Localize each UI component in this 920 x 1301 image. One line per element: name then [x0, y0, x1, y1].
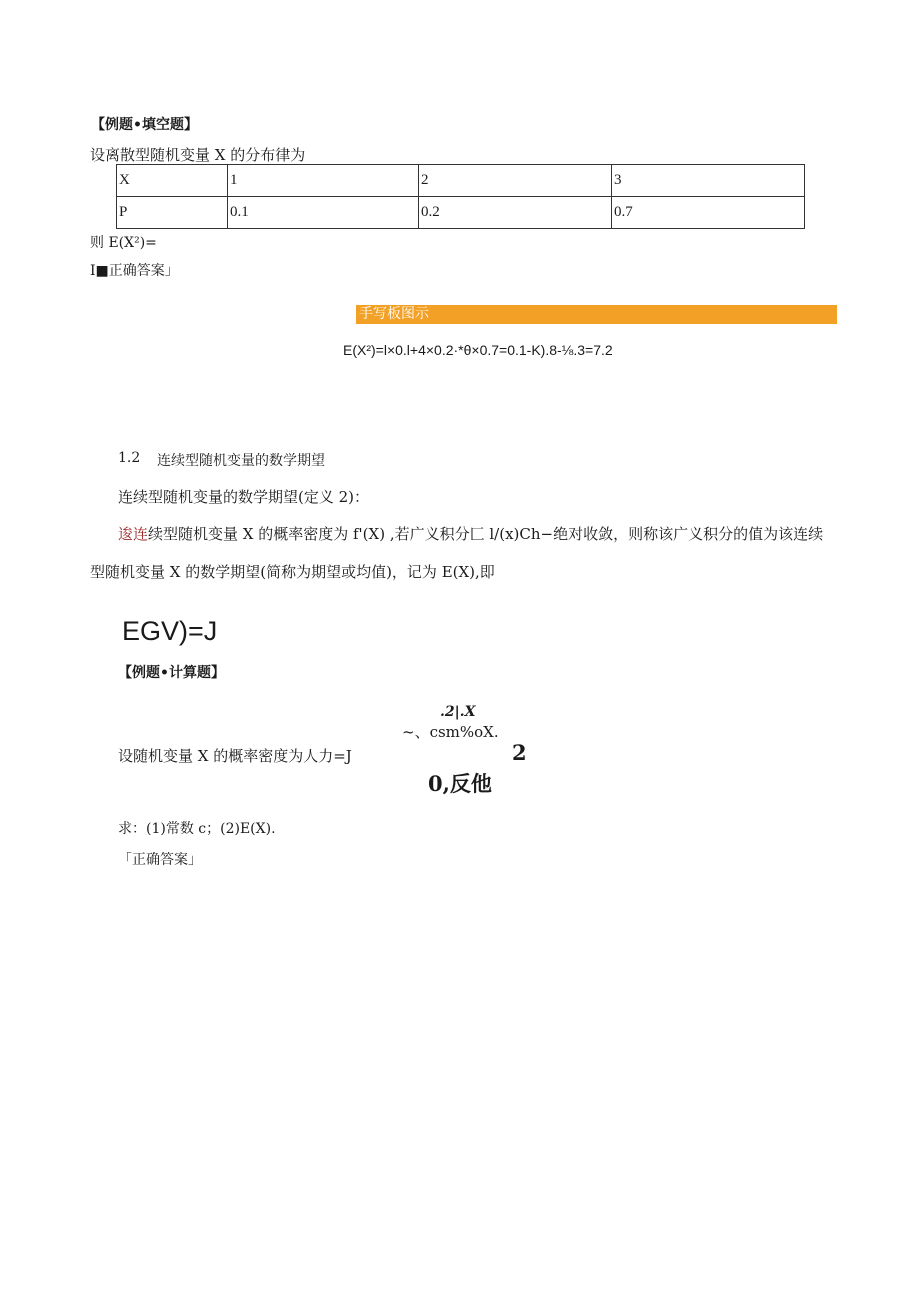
- definition-text-1: 续型随机变量 X 的概率密度为 f'(X) ,若广义积分匚 l/(x)Ch−绝对收敛，则称该广义积分的值为该连续: [148, 525, 824, 543]
- definition-highlight: 逡连: [118, 525, 149, 543]
- table-cell: P: [117, 197, 228, 229]
- piecewise-top-1: .2|.X: [440, 704, 476, 720]
- distribution-table: [116, 164, 805, 229]
- table-cell: 0.7: [612, 197, 805, 229]
- piecewise-bottom: 0,反他: [428, 771, 492, 796]
- example1-answer-label: I■正确答案」: [90, 263, 179, 279]
- piecewise-top-2: ~、csm%oX.: [402, 723, 499, 741]
- example1-intro: 设离散型随机变量 X 的分布律为: [90, 146, 306, 164]
- table-row: [117, 165, 805, 197]
- piecewise-two: 2: [512, 740, 527, 765]
- section-number: 1.2: [118, 450, 141, 466]
- section-title: 连续型随机变量的数学期望: [157, 453, 325, 469]
- example1-solution: E(X²)=l×0.l+4×0.2·*θ×0.7=0.1-K).8-⅛.3=7.2: [343, 342, 613, 358]
- table-row: [117, 197, 805, 229]
- handwriting-banner: 手写板图示: [356, 305, 837, 324]
- table-cell: 0.2: [419, 197, 612, 229]
- table-cell: 3: [612, 165, 805, 197]
- example2-question: 求：(1)常数 c；(2)E(X).: [118, 821, 276, 837]
- definition-line-2: 型随机变量 X 的数学期望(简称为期望或均值)，记为 E(X),即: [90, 563, 495, 581]
- example1-heading: 【例题•填空题】: [91, 117, 198, 133]
- density-label: 设随机变量 X 的概率密度为人力=J: [118, 747, 352, 765]
- table-cell: X: [117, 165, 228, 197]
- definition-heading: 连续型随机变量的数学期望(定义 2)：: [118, 488, 370, 506]
- table-cell: 2: [419, 165, 612, 197]
- table-cell: 1: [228, 165, 419, 197]
- example2-answer-label: 「正确答案」: [118, 852, 202, 868]
- example2-heading: 【例题•计算题】: [118, 665, 225, 681]
- definition-line-1: [118, 523, 823, 544]
- expectation-formula: EGV)=J: [122, 616, 218, 646]
- table-cell: 0.1: [228, 197, 419, 229]
- example1-question: 则 E(X²)=: [90, 235, 157, 251]
